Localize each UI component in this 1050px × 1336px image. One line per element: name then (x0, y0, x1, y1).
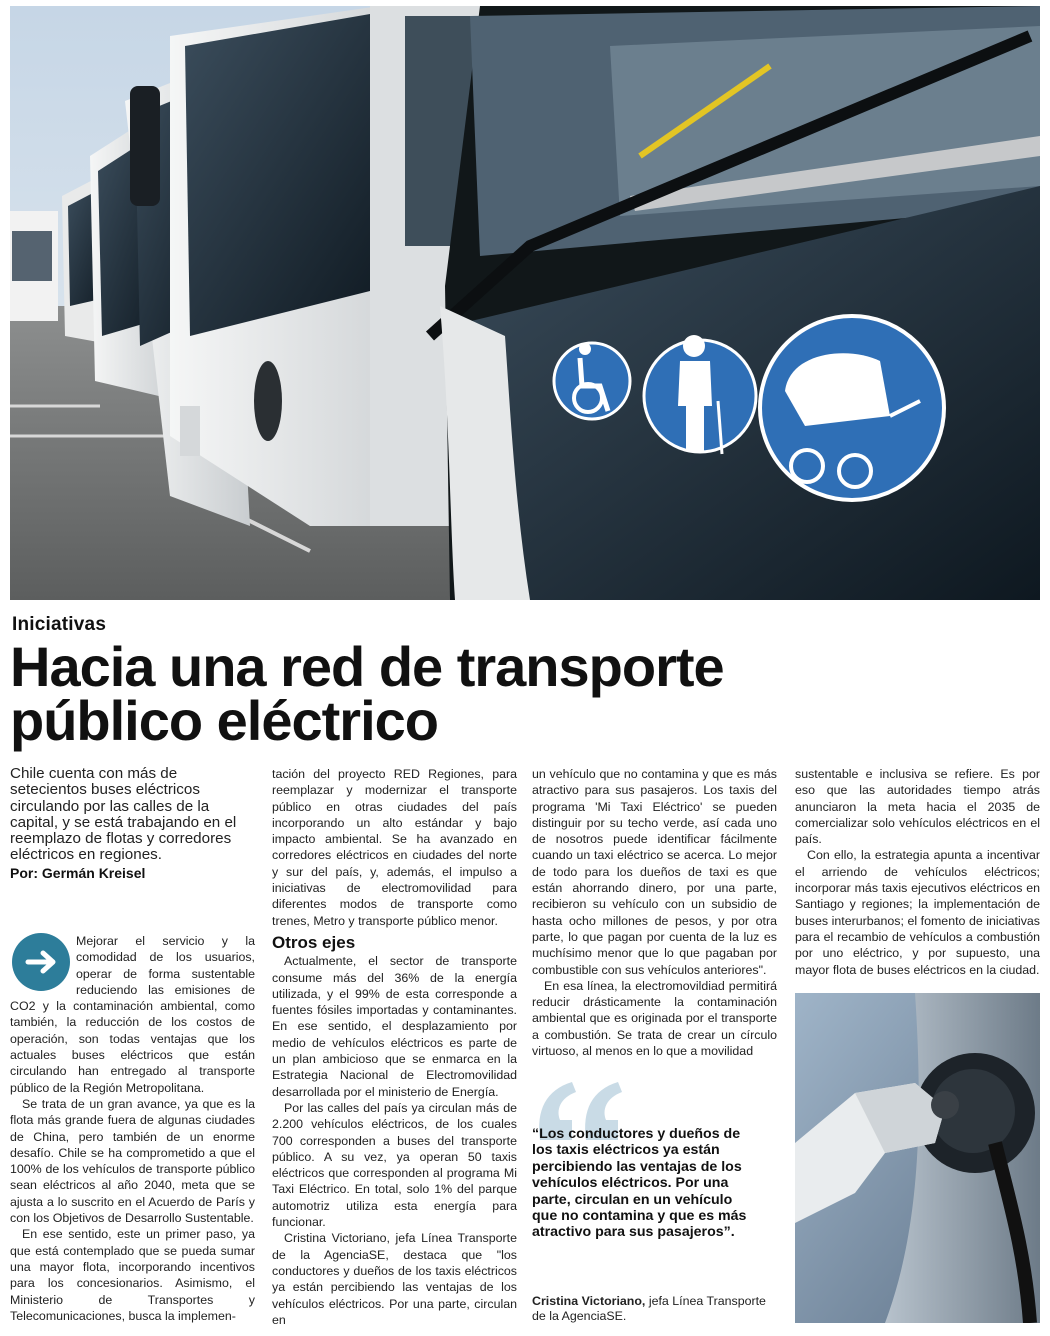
headline-line-1: Hacia una red de transporte (10, 635, 724, 698)
col3-paragraph-1: un vehículo que no contamina y que es más atractivo para sus pasajeros. Los taxis del programa 'Mi Taxi Eléctrico' se pueden distinguir por su techo verde, así cada uno de nosotros puede identificar fácilmente cuando un taxi eléctrico se acerca. Lo mejor de todo para los dueños de taxi es que están ahorrando dinero, por una parte, recibieron su vehículo con un subsidio de hasta ocho millones de pesos, y por otra parte, lo que pagan por cuenta de la luz es muchísimo menor que lo que pagaban por combustible con sus vehículos anteriores". (532, 767, 777, 977)
pull-quote-attribution (532, 1294, 772, 1324)
col2-paragraph-1: tación del proyecto RED Regiones, para reemplazar y modernizar el transporte público en otras ciudades del país incorporando un alto estándar y bajo impacto ambiental. Se ha avanzado en corredores eléctricos en ciudades del norte y sur del país, y, además, el impulso a iniciativas de electromovilidad para diferentes modos de transporte como trenes, Metro y transporte público menor. (272, 767, 517, 928)
col1-p1-text: Mejorar el servicio y la comodidad de los usuarios, operar de forma sustentable reduciendo las emisiones de CO2 y la contaminación ambiental, como también, la reducción de los costos de operación, son todas ventajas que los actuales buses eléctricos que están circulando han entregado al transporte público de la Región Metropolitana. (10, 934, 255, 1095)
quote-attr-name: Cristina Victoriano, (532, 1294, 646, 1308)
col4-paragraph-1: sustentable e inclusiva se refiere. Es por eso que las autoridades tiempo atrás anunciaron la meta hacia el 2035 de comercializar solo vehículos eléctricos en el país. (795, 767, 1040, 847)
col2-paragraph-2: Actualmente, el sector de transporte consume más del 36% de la energía utilizada, y el 99% de esta corresponde a fuentes fósiles importadas y contaminantes. En ese sentido, el desplazamiento por medio de vehículos eléctricos es parte de un plan ambicioso que se enmarca en la Estrategia Nacional de Electromovilidad desarrollada por el ministerio de Energía. (272, 954, 517, 1099)
article-deck (10, 766, 255, 881)
column-3-body (532, 766, 777, 1059)
col2-paragraph-3: Por las calles del país ya circulan más de 2.200 vehículos eléctricos, de los cuales 700 corresponden a buses del transporte público. A su vez, ya operan 50 taxis eléctricos que corresponden al programa Mi Taxi Eléctrico. En total, solo 1% del parque automotriz utiliza esta energía para funcionar. (272, 1100, 517, 1230)
col4-paragraph-2: Con ello, la estrategia apunta a incentivar el arriendo de vehículos eléctricos; incorporar más taxis ejecutivos eléctricos en Santiago y regiones; la implementación de buses interurbanos; el fomento de iniciativas para el recambio de vehículos a combustión por uno eléctrico, y por supuesto, una mayor flota de buses eléctricos en la ciudad. (795, 848, 1040, 977)
hero-photo-buses (10, 6, 1040, 600)
col1-paragraph-1 (10, 933, 255, 1096)
quote-attr-role: jefa Línea Transporte de la AgenciaSE. (532, 1294, 766, 1323)
deck-text: Chile cuenta con más de setecientos buses eléctricos circulando por las calles de la capital, y se está trabajando en el reemplazo de flotas y corredores eléctricos en regiones. (10, 765, 237, 864)
ev-charger-photo (795, 993, 1040, 1323)
column-1-body (10, 933, 255, 1324)
subhead-otros-ejes: Otros ejes (272, 932, 356, 952)
col3-paragraph-2: En esa línea, la electromovildiad permitirá reducir drásticamente la contaminación ambiental que es originada por el transporte a combustión. Se trata de crear un círculo virtuoso, al menos en lo que a movilidad (532, 978, 777, 1059)
column-4-body (795, 766, 1040, 978)
col1-paragraph-2: Se trata de un gran avance, ya que es la flota más grande fuera de algunas ciudades de China, pero también de un enorme desafío. Chile se ha comprometido a que el 100% de los vehículos de transporte público sean eléctricos al año 2040, meta que se ajusta a lo suscrito en el Acuerdo de París y con los Objetivos de Desarrollo Sustentable. (10, 1096, 255, 1226)
col1-paragraph-3: En ese sentido, este un primer paso, ya que está contemplado que se pueda sumar una mayor flota, incorporando incentivos para los concesionarios. Asimismo, el Ministerio de Transportes y Telecomunicaciones, busca la implemen- (10, 1227, 255, 1323)
pull-quote-text: “Los conductores y dueños de los taxis eléctricos ya están percibiendo las ventajas de los vehículos eléctricos. Por una parte, circulan en un vehículo que no contamina y que es más atractivo para sus pasajeros”. (532, 1126, 747, 1241)
byline: Por: Germán Kreisel (10, 864, 146, 881)
column-2-body (272, 766, 517, 1328)
article-kicker: Iniciativas (12, 614, 107, 635)
article-headline (10, 635, 1040, 752)
badge-spacer (10, 933, 76, 991)
headline-line-2: público eléctrico (10, 689, 438, 752)
col2-paragraph-4: Cristina Victoriano, jefa Línea Transporte de la AgenciaSE, destaca que "los conductores y dueños de los taxis eléctricos ya están percibiendo las ventajas de los vehículos eléctricos. Por una parte, circulan en (272, 1231, 517, 1327)
